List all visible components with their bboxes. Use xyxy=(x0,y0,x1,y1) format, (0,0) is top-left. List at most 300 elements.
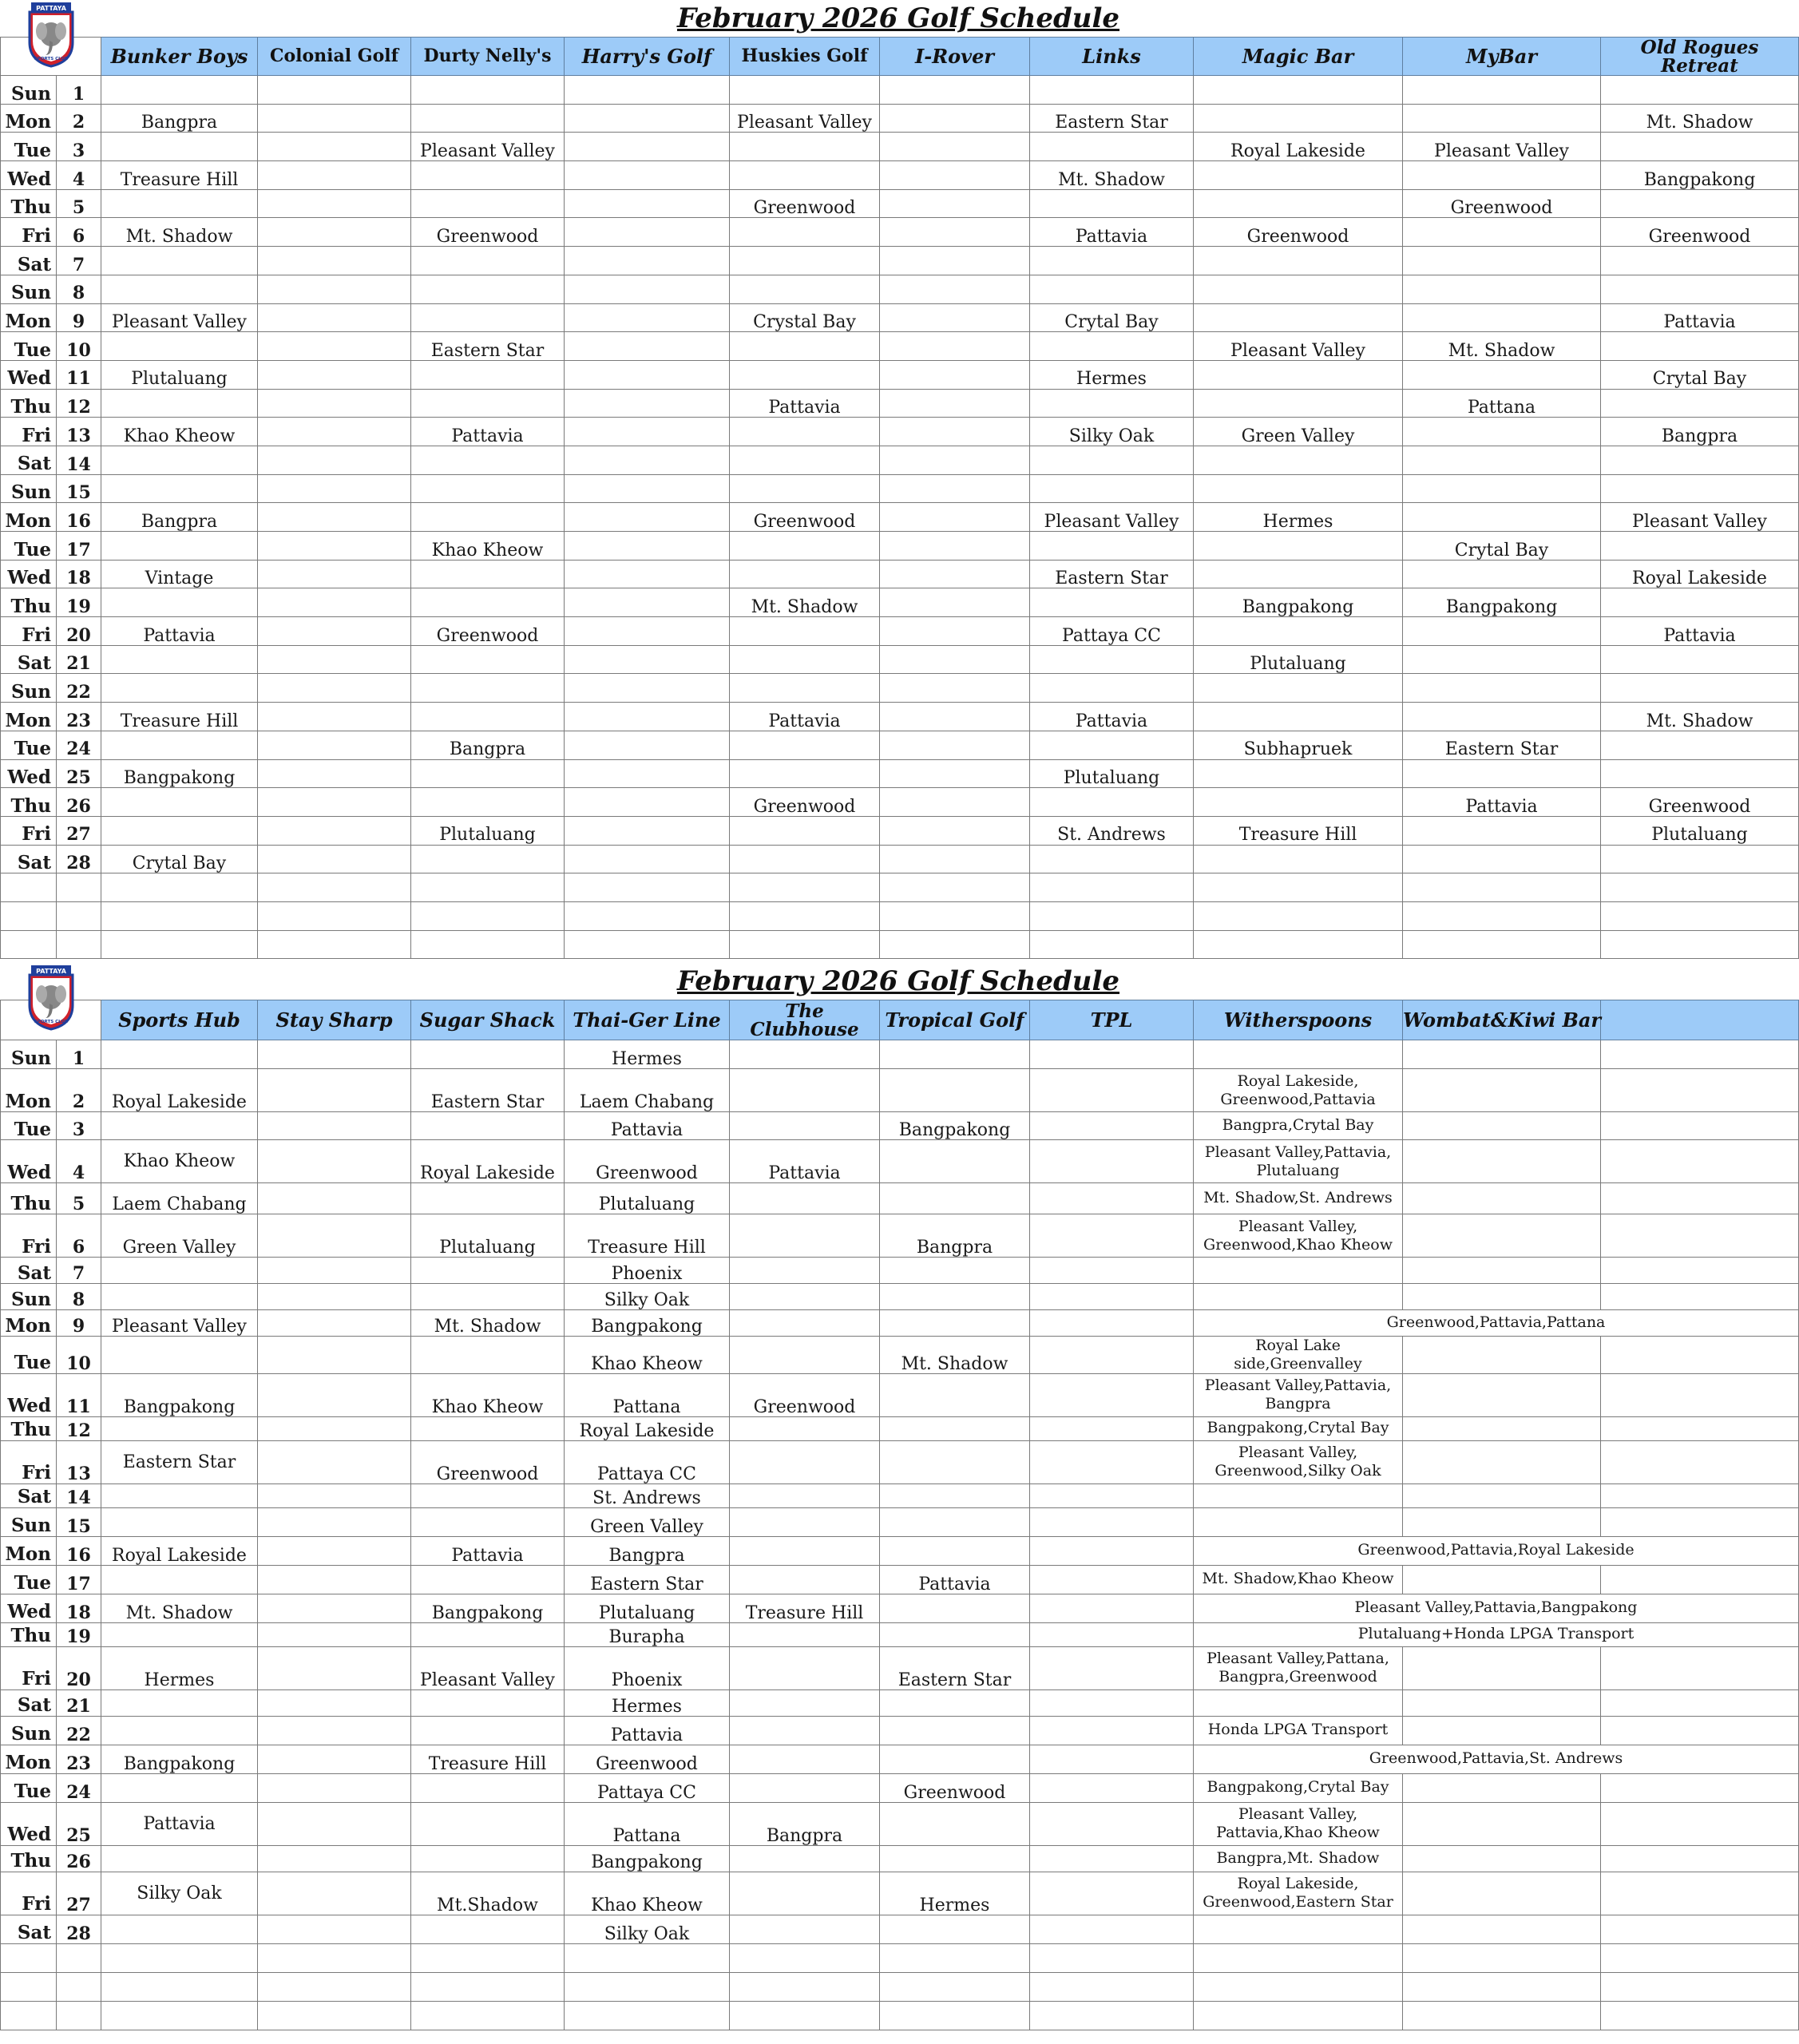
schedule-cell xyxy=(1601,759,1799,788)
day-cell: Sat xyxy=(1,845,57,873)
schedule-cell xyxy=(1030,674,1194,703)
schedule-cell xyxy=(730,645,880,674)
schedule-cell: Plutaluang xyxy=(1030,759,1194,788)
schedule-cell: Plutaluang xyxy=(1194,645,1403,674)
schedule-cell: Green Valley xyxy=(101,1214,258,1258)
schedule-cell: Greenwood,Pattavia,Royal Lakeside xyxy=(1194,1536,1799,1565)
schedule-cell: Pattavia xyxy=(730,703,880,731)
date-cell: 9 xyxy=(57,303,101,332)
schedule-cell: Royal Lakeside xyxy=(101,1069,258,1112)
schedule-cell xyxy=(258,1622,411,1646)
schedule-cell xyxy=(258,1112,411,1140)
schedule-cell xyxy=(1403,446,1601,474)
schedule-cell xyxy=(565,2001,730,2030)
schedule-cell xyxy=(101,189,258,218)
schedule-cell xyxy=(411,1716,565,1745)
date-cell: 26 xyxy=(57,1845,101,1872)
column-header: Harry's Golf xyxy=(565,38,730,76)
table-row xyxy=(1,1040,1799,1069)
day-cell: Wed xyxy=(1,1140,57,1183)
schedule-cell xyxy=(258,1802,411,1845)
schedule-cell xyxy=(101,1284,258,1310)
table-row xyxy=(1,133,1799,161)
header-row xyxy=(1,38,1799,76)
schedule-cell xyxy=(258,1565,411,1594)
table-row xyxy=(1,1622,1799,1646)
date-cell: 4 xyxy=(57,161,101,190)
schedule-cell: Greenwood xyxy=(1601,218,1799,247)
schedule-cell: Crytal Bay xyxy=(1403,532,1601,561)
day-cell xyxy=(1,2001,57,2030)
schedule-cell xyxy=(1601,1972,1799,2001)
day-cell: Tue xyxy=(1,532,57,561)
schedule-cell xyxy=(411,930,565,959)
schedule-cell: Bangpra xyxy=(730,1802,880,1845)
schedule-cell: Greenwood xyxy=(1194,218,1403,247)
schedule-cell xyxy=(258,389,411,418)
day-cell: Thu xyxy=(1,1416,57,1440)
schedule-cell xyxy=(1403,1802,1601,1845)
schedule-cell xyxy=(880,1284,1030,1310)
column-header: Wombat&Kiwi Bar xyxy=(1403,1000,1601,1040)
schedule-cell xyxy=(101,332,258,361)
schedule-cell xyxy=(411,1112,565,1140)
schedule-cell xyxy=(1194,1040,1403,1069)
schedule-cell xyxy=(880,1040,1030,1069)
schedule-cell xyxy=(1030,1112,1194,1140)
day-cell: Tue xyxy=(1,1565,57,1594)
schedule-cell xyxy=(1030,731,1194,759)
schedule-cell xyxy=(880,1845,1030,1872)
table-row xyxy=(1,1745,1799,1773)
day-cell: Mon xyxy=(1,303,57,332)
schedule-cell: Eastern Star xyxy=(1403,731,1601,759)
schedule-cell: Mt. Shadow xyxy=(1601,104,1799,133)
column-header: Colonial Golf xyxy=(258,38,411,76)
schedule-cell: Greenwood xyxy=(411,218,565,247)
schedule-cell xyxy=(101,1943,258,1972)
schedule-cell: Crystal Bay xyxy=(730,303,880,332)
date-cell: 26 xyxy=(57,788,101,817)
schedule-cell xyxy=(1194,2001,1403,2030)
schedule-cell: Pleasant Valley, Pattavia,Khao Kheow xyxy=(1194,1802,1403,1845)
club-logo-icon xyxy=(26,964,76,1031)
schedule-cell xyxy=(1030,1745,1194,1773)
schedule-cell xyxy=(565,303,730,332)
schedule-cell xyxy=(565,332,730,361)
schedule-cell: Pleasant Valley,Pattavia, Plutaluang xyxy=(1194,1140,1403,1183)
schedule-cell xyxy=(101,474,258,503)
schedule-cell xyxy=(1194,1258,1403,1284)
day-cell: Fri xyxy=(1,1440,57,1483)
column-header: I-Rover xyxy=(880,38,1030,76)
schedule-cell xyxy=(565,873,730,902)
schedule-cell xyxy=(258,645,411,674)
schedule-cell: Mt. Shadow xyxy=(1403,332,1601,361)
schedule-cell xyxy=(880,1416,1030,1440)
schedule-cell xyxy=(1030,2001,1194,2030)
schedule-cell xyxy=(880,1594,1030,1622)
schedule-cell: Laem Chabang xyxy=(565,1069,730,1112)
date-cell xyxy=(57,2001,101,2030)
schedule-cell: Hermes xyxy=(565,1040,730,1069)
schedule-cell xyxy=(258,1773,411,1802)
schedule-cell xyxy=(1601,1112,1799,1140)
day-cell: Thu xyxy=(1,1622,57,1646)
day-cell: Sat xyxy=(1,446,57,474)
schedule-cell: Pleasant Valley xyxy=(101,303,258,332)
schedule-cell xyxy=(565,845,730,873)
schedule-cell: Mt. Shadow,Khao Kheow xyxy=(1194,1565,1403,1594)
schedule-cell: Pattavia xyxy=(730,1140,880,1183)
schedule-cell xyxy=(730,1337,880,1374)
date-cell xyxy=(57,930,101,959)
table-row xyxy=(1,1140,1799,1183)
schedule-cell xyxy=(1194,247,1403,275)
schedule-cell: Silky Oak xyxy=(565,1284,730,1310)
table-row xyxy=(1,189,1799,218)
schedule-cell xyxy=(880,816,1030,845)
schedule-cell: Royal Lakeside xyxy=(1601,560,1799,588)
table-row xyxy=(1,1112,1799,1140)
schedule-cell xyxy=(1601,1258,1799,1284)
schedule-cell xyxy=(1403,1872,1601,1915)
day-cell: Sun xyxy=(1,1507,57,1536)
schedule-cell xyxy=(880,617,1030,646)
schedule-cell: Bangpra,Crytal Bay xyxy=(1194,1112,1403,1140)
logo-cell xyxy=(1,968,101,1040)
schedule-cell xyxy=(411,1943,565,1972)
schedule-cell xyxy=(880,218,1030,247)
schedule-cell xyxy=(101,1622,258,1646)
schedule-cell xyxy=(101,1689,258,1716)
schedule-cell: St. Andrews xyxy=(1030,816,1194,845)
schedule-cell: Mt. Shadow xyxy=(1030,161,1194,190)
schedule-cell xyxy=(411,1507,565,1536)
table-row xyxy=(1,1507,1799,1536)
schedule-cell xyxy=(730,161,880,190)
schedule-cell xyxy=(730,1258,880,1284)
schedule-cell xyxy=(1030,1915,1194,1943)
date-cell xyxy=(57,1972,101,2001)
schedule-cell xyxy=(101,674,258,703)
schedule-cell: Royal Lakeside xyxy=(411,1140,565,1183)
schedule-cell: Pattaya CC xyxy=(565,1440,730,1483)
date-cell: 23 xyxy=(57,703,101,731)
schedule-cell: Green Valley xyxy=(1194,418,1403,446)
day-cell: Tue xyxy=(1,1337,57,1374)
schedule-cell xyxy=(1601,76,1799,105)
schedule-cell xyxy=(101,1507,258,1536)
date-cell: 15 xyxy=(57,1507,101,1536)
schedule-cell: Eastern Star xyxy=(565,1565,730,1594)
day-cell: Sat xyxy=(1,645,57,674)
schedule-cell: Pattavia xyxy=(565,1716,730,1745)
schedule-cell xyxy=(411,1565,565,1594)
schedule-cell: Plutaluang xyxy=(1601,816,1799,845)
column-header xyxy=(1601,1000,1799,1040)
schedule-cell xyxy=(1403,674,1601,703)
schedule-cell xyxy=(411,560,565,588)
schedule-cell xyxy=(880,303,1030,332)
schedule-cell xyxy=(565,418,730,446)
schedule-cell xyxy=(258,1483,411,1507)
schedule-cell xyxy=(880,560,1030,588)
schedule-cell xyxy=(258,503,411,532)
schedule-cell xyxy=(1030,474,1194,503)
schedule-cell: Pleasant Valley xyxy=(730,104,880,133)
schedule-cell xyxy=(411,1183,565,1214)
schedule-cell: Pleasant Valley, Greenwood,Silky Oak xyxy=(1194,1440,1403,1483)
schedule-cell xyxy=(730,418,880,446)
table-row xyxy=(1,275,1799,303)
schedule-cell xyxy=(1601,1183,1799,1214)
schedule-cell: Green Valley xyxy=(565,1507,730,1536)
table-row xyxy=(1,1416,1799,1440)
schedule-cell xyxy=(1194,389,1403,418)
column-header: The Clubhouse xyxy=(730,1000,880,1040)
schedule-cell: Bangpra xyxy=(101,503,258,532)
schedule-cell xyxy=(1403,930,1601,959)
day-cell: Fri xyxy=(1,816,57,845)
schedule-cell xyxy=(1030,1440,1194,1483)
schedule-cell xyxy=(1601,332,1799,361)
schedule-cell xyxy=(1194,1943,1403,1972)
schedule-cell xyxy=(1030,1716,1194,1745)
schedule-cell xyxy=(411,1483,565,1507)
date-cell xyxy=(57,1943,101,1972)
date-cell: 12 xyxy=(57,1416,101,1440)
schedule-cell xyxy=(880,133,1030,161)
day-cell: Sun xyxy=(1,1040,57,1069)
table-row xyxy=(1,1440,1799,1483)
schedule-cell: Pattaya CC xyxy=(565,1773,730,1802)
schedule-cell: Treasure Hill xyxy=(1194,816,1403,845)
schedule-cell xyxy=(1601,1373,1799,1416)
schedule-cell: Bangpra xyxy=(101,104,258,133)
table-row xyxy=(1,303,1799,332)
schedule-cell xyxy=(411,446,565,474)
schedule-cell: Mt. Shadow xyxy=(411,1310,565,1337)
table-row xyxy=(1,1214,1799,1258)
date-cell: 1 xyxy=(57,1040,101,1069)
schedule-cell xyxy=(730,76,880,105)
schedule-cell xyxy=(565,788,730,817)
day-cell xyxy=(1,873,57,902)
schedule-cell xyxy=(411,1972,565,2001)
table-row xyxy=(1,247,1799,275)
schedule-cell: Plutaluang xyxy=(411,1214,565,1258)
schedule-cell xyxy=(1601,474,1799,503)
schedule-cell xyxy=(1030,1622,1194,1646)
schedule-cell xyxy=(101,1258,258,1284)
schedule-cell xyxy=(1403,1258,1601,1284)
table-row xyxy=(1,503,1799,532)
day-cell: Wed xyxy=(1,1373,57,1416)
schedule-cell xyxy=(565,161,730,190)
schedule-cell xyxy=(880,1745,1030,1773)
schedule-cell xyxy=(1403,1284,1601,1310)
schedule-cell xyxy=(880,1258,1030,1284)
schedule-cell xyxy=(258,901,411,930)
schedule-cell xyxy=(880,1915,1030,1943)
schedule-cell xyxy=(1030,446,1194,474)
schedule-cell xyxy=(880,247,1030,275)
table-row xyxy=(1,674,1799,703)
schedule-cell xyxy=(730,1040,880,1069)
schedule-cell: Bangpakong xyxy=(411,1594,565,1622)
schedule-cell xyxy=(1194,1915,1403,1943)
schedule-cell: Pattavia xyxy=(1030,703,1194,731)
date-cell: 11 xyxy=(57,1373,101,1416)
column-header: Sugar Shack xyxy=(411,1000,565,1040)
date-cell: 16 xyxy=(57,1536,101,1565)
schedule-cell xyxy=(1194,901,1403,930)
table-row xyxy=(1,1565,1799,1594)
schedule-cell: St. Andrews xyxy=(565,1483,730,1507)
schedule-cell: Treasure Hill xyxy=(101,703,258,731)
schedule-cell xyxy=(1194,303,1403,332)
date-cell: 16 xyxy=(57,503,101,532)
schedule-cell xyxy=(258,1310,411,1337)
schedule-cell xyxy=(1403,1483,1601,1507)
schedule-cell xyxy=(1030,1943,1194,1972)
schedule-cell: Plutaluang xyxy=(565,1594,730,1622)
schedule-cell xyxy=(730,1483,880,1507)
schedule-cell: Bangpakong xyxy=(1403,588,1601,617)
schedule-cell xyxy=(258,674,411,703)
schedule-cell xyxy=(1403,1716,1601,1745)
schedule-cell: Pattana xyxy=(1403,389,1601,418)
date-cell: 10 xyxy=(57,332,101,361)
schedule-cell xyxy=(1403,1040,1601,1069)
table-row xyxy=(1,1536,1799,1565)
schedule-cell xyxy=(730,218,880,247)
schedule-cell xyxy=(1030,873,1194,902)
schedule-cell xyxy=(1403,1140,1601,1183)
schedule-cell xyxy=(565,617,730,646)
table-row xyxy=(1,788,1799,817)
schedule-cell: Pleasant Valley xyxy=(411,1646,565,1689)
day-cell: Sat xyxy=(1,1258,57,1284)
schedule-cell xyxy=(101,873,258,902)
schedule-cell xyxy=(565,1943,730,1972)
schedule-cell xyxy=(411,161,565,190)
column-header: MyBar xyxy=(1403,38,1601,76)
schedule-cell xyxy=(565,588,730,617)
schedule-cell xyxy=(411,104,565,133)
schedule-cell xyxy=(411,674,565,703)
schedule-cell xyxy=(1403,1646,1601,1689)
day-cell: Thu xyxy=(1,389,57,418)
schedule-cell xyxy=(411,76,565,105)
schedule-cell: Greenwood xyxy=(730,189,880,218)
schedule-cell xyxy=(1030,1594,1194,1622)
schedule-cell xyxy=(258,1440,411,1483)
date-cell: 27 xyxy=(57,816,101,845)
schedule-cell: Silky Oak xyxy=(1030,418,1194,446)
schedule-cell xyxy=(730,1069,880,1112)
schedule-cell: Phoenix xyxy=(565,1258,730,1284)
schedule-cell xyxy=(880,588,1030,617)
schedule-cell xyxy=(1601,1646,1799,1689)
schedule-cell xyxy=(730,1915,880,1943)
schedule-cell: Treasure Hill xyxy=(730,1594,880,1622)
table-row xyxy=(1,1594,1799,1622)
schedule-cell xyxy=(258,588,411,617)
table-row xyxy=(1,418,1799,446)
table-row xyxy=(1,560,1799,588)
date-cell: 17 xyxy=(57,532,101,561)
day-cell: Wed xyxy=(1,759,57,788)
schedule-cell: Greenwood xyxy=(1601,788,1799,817)
day-cell xyxy=(1,930,57,959)
day-cell: Mon xyxy=(1,703,57,731)
table-row xyxy=(1,845,1799,873)
day-cell xyxy=(1,1943,57,1972)
schedule-cell xyxy=(1601,1565,1799,1594)
schedule-cell: Khao Kheow xyxy=(411,532,565,561)
schedule-cell: Pleasant Valley xyxy=(1403,133,1601,161)
schedule-cell: Plutaluang xyxy=(565,1183,730,1214)
schedule-cell xyxy=(1403,1943,1601,1972)
day-cell: Fri xyxy=(1,418,57,446)
schedule-cell xyxy=(880,2001,1030,2030)
table-row xyxy=(1,389,1799,418)
day-cell: Fri xyxy=(1,1872,57,1915)
schedule-cell xyxy=(565,275,730,303)
schedule-cell xyxy=(880,275,1030,303)
day-cell xyxy=(1,901,57,930)
schedule-cell: Khao Kheow xyxy=(565,1872,730,1915)
schedule-cell xyxy=(1030,1310,1194,1337)
page-title: February 2026 Golf Schedule xyxy=(676,2,1120,34)
schedule-cell xyxy=(1601,845,1799,873)
schedule-cell xyxy=(880,418,1030,446)
schedule-cell xyxy=(258,1416,411,1440)
schedule-cell: Mt. Shadow xyxy=(730,588,880,617)
date-cell: 22 xyxy=(57,1716,101,1745)
schedule-cell xyxy=(730,1536,880,1565)
schedule-cell xyxy=(1194,873,1403,902)
schedule-cell: Pattavia xyxy=(730,389,880,418)
schedule-cell xyxy=(1403,303,1601,332)
day-cell: Wed xyxy=(1,1802,57,1845)
schedule-cell xyxy=(1030,1069,1194,1112)
date-cell: 15 xyxy=(57,474,101,503)
schedule-cell xyxy=(880,1140,1030,1183)
day-cell: Sun xyxy=(1,275,57,303)
day-cell: Thu xyxy=(1,189,57,218)
schedule-cell: Mt. Shadow xyxy=(880,1337,1030,1374)
date-cell: 20 xyxy=(57,617,101,646)
table-row xyxy=(1,1337,1799,1374)
schedule-cell xyxy=(411,1915,565,1943)
schedule-cell xyxy=(258,1972,411,2001)
date-cell: 21 xyxy=(57,645,101,674)
schedule-cell xyxy=(101,788,258,817)
schedule-cell xyxy=(1403,1565,1601,1594)
schedule-cell xyxy=(880,674,1030,703)
schedule-cell xyxy=(411,873,565,902)
schedule-cell xyxy=(258,247,411,275)
schedule-cell xyxy=(101,446,258,474)
table-row xyxy=(1,161,1799,190)
schedule-cell xyxy=(411,2001,565,2030)
schedule-cell: Khao Kheow xyxy=(565,1337,730,1374)
schedule-cell xyxy=(1194,104,1403,133)
schedule-cell: Greenwood xyxy=(565,1745,730,1773)
